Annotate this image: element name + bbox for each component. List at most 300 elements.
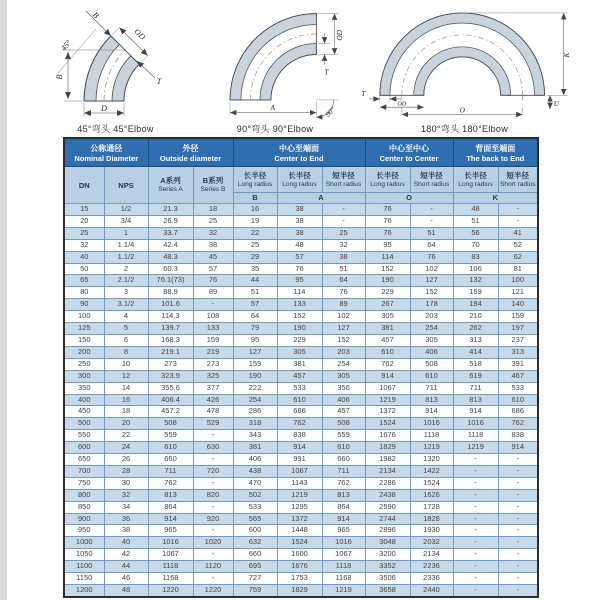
table-cell: 15	[64, 204, 104, 216]
table-cell: 610	[277, 394, 322, 406]
table-cell: 286	[233, 406, 277, 418]
table-row	[64, 287, 538, 299]
table-cell: 62	[498, 251, 538, 263]
table-cell: 44	[104, 561, 148, 573]
table-cell: 1143	[277, 477, 322, 489]
table-cell: 19	[233, 215, 277, 227]
column-header	[453, 167, 498, 193]
group-label-en: Nominal Diameter	[74, 153, 139, 163]
table-cell: 1016	[322, 537, 365, 549]
table-cell: 1220	[193, 585, 233, 597]
table-cell: 660	[322, 454, 365, 466]
table-cell: 838	[498, 430, 538, 442]
dim-label-t: T	[324, 68, 329, 77]
table-cell: 457	[277, 370, 322, 382]
table-cell: 632	[233, 537, 277, 549]
table-cell: 46	[104, 573, 148, 585]
table-cell: 48	[104, 585, 148, 597]
table-cell: 991	[277, 454, 322, 466]
table-cell: -	[453, 525, 498, 537]
table-cell: 81	[498, 263, 538, 275]
table-cell: 2438	[365, 489, 410, 501]
table-cell: 518	[453, 358, 498, 370]
table-cell: 1448	[277, 525, 322, 537]
table-cell: 610	[410, 370, 453, 382]
table-cell: 2236	[410, 561, 453, 573]
group-label-zh: 中心至中心	[389, 143, 430, 153]
column-label-zh: A系列	[160, 176, 181, 185]
table-cell: 914	[148, 513, 193, 525]
table-cell: 3352	[365, 561, 410, 573]
column-header	[193, 167, 233, 204]
table-cell: 64	[410, 239, 453, 251]
table-cell: -	[498, 585, 538, 597]
table-cell: 759	[233, 585, 277, 597]
table-body	[64, 204, 538, 597]
table-cell: 1120	[193, 561, 233, 573]
table-cell: 305	[322, 370, 365, 382]
table-cell: 565	[233, 513, 277, 525]
table-cell: -	[193, 501, 233, 513]
table-cell: 76	[277, 263, 322, 275]
table-cell: 550	[64, 430, 104, 442]
table-cell: -	[453, 573, 498, 585]
table-row	[64, 275, 538, 287]
table-cell: 1050	[64, 549, 104, 561]
dim-label-b-vertical: B	[55, 74, 64, 80]
table-cell: 1020	[193, 537, 233, 549]
table-cell: 305	[365, 311, 410, 323]
table-cell: -	[193, 549, 233, 561]
table-cell: 203	[410, 311, 453, 323]
table-cell: 820	[193, 489, 233, 501]
table-cell: 318	[233, 418, 277, 430]
table-cell: 76	[322, 287, 365, 299]
table-cell: 438	[233, 465, 277, 477]
table-cell: 178	[410, 299, 453, 311]
table-cell: 8	[104, 346, 148, 358]
table-cell: 695	[233, 561, 277, 573]
table-cell: 1016	[148, 537, 193, 549]
table-cell: 267	[365, 299, 410, 311]
table-cell: -	[453, 477, 498, 489]
column-header	[410, 167, 453, 193]
table-cell: 36	[104, 513, 148, 525]
column-header	[365, 167, 410, 193]
table-cell: 48	[277, 239, 322, 251]
table-cell: 219.1	[148, 346, 193, 358]
extension-line	[111, 28, 120, 37]
table-cell: 850	[64, 501, 104, 513]
table-cell: 1.1/2	[104, 251, 148, 263]
table-cell: 813	[148, 489, 193, 501]
table-cell: 51	[322, 263, 365, 275]
table-cell: 26	[104, 454, 148, 466]
table-cell: 1728	[410, 501, 453, 513]
table-cell: 64	[233, 311, 277, 323]
table-cell: -	[498, 477, 538, 489]
table-cell: 914	[365, 370, 410, 382]
table-cell: 57	[233, 299, 277, 311]
table-row	[64, 489, 538, 501]
column-label-zh: 长半径	[243, 170, 267, 180]
dim-label-od: OD	[132, 26, 148, 42]
table-row	[64, 585, 538, 597]
column-label-en: Series A	[158, 186, 183, 193]
table-cell: 28	[104, 465, 148, 477]
dim-label-o: O	[459, 105, 465, 115]
table-cell: 4	[104, 311, 148, 323]
diagram-caption-90: 90°弯头 90°Elbow	[236, 124, 314, 134]
table-cell: 76.1(73)	[148, 275, 193, 287]
table-cell: 1067	[148, 549, 193, 561]
table-cell: 16	[104, 394, 148, 406]
letter-cell: O	[365, 193, 453, 204]
table-cell: 159	[193, 334, 233, 346]
table-cell: 1168	[148, 573, 193, 585]
table-cell: 262	[453, 323, 498, 335]
table-row	[64, 239, 538, 251]
elbow-45-drawing	[38, 3, 193, 121]
table-cell: 22	[104, 430, 148, 442]
table-cell: 533	[498, 382, 538, 394]
leader-line-t	[137, 61, 155, 78]
table-cell: 152	[277, 311, 322, 323]
table-cell: 150	[64, 334, 104, 346]
table-cell: 1.1/4	[104, 239, 148, 251]
table-cell: 762	[148, 477, 193, 489]
table-cell: -	[453, 513, 498, 525]
table-cell: 1626	[410, 489, 453, 501]
table-cell: 1524	[365, 418, 410, 430]
table-cell: 864	[148, 501, 193, 513]
table-cell: 300	[64, 370, 104, 382]
column-header	[498, 167, 538, 193]
table-cell: 100	[64, 311, 104, 323]
table-cell: 1118	[148, 561, 193, 573]
table-cell: 533	[277, 382, 322, 394]
table-cell: 406	[322, 394, 365, 406]
table-cell: 406	[410, 346, 453, 358]
table-row	[64, 204, 538, 216]
table-cell: 377	[193, 382, 233, 394]
table-cell: 650	[64, 454, 104, 466]
table-cell: 502	[233, 489, 277, 501]
column-label-en: Long radius	[458, 180, 493, 188]
table-cell: 2336	[410, 573, 453, 585]
column-header	[277, 167, 322, 193]
table-cell: 381	[365, 323, 410, 335]
table-cell: 22	[233, 227, 277, 239]
table-cell: 76	[410, 251, 453, 263]
letter-cell: B	[233, 193, 277, 204]
table-cell: 38	[277, 227, 322, 239]
column-label-zh: 短半径	[420, 170, 443, 180]
table-cell: 965	[148, 525, 193, 537]
table-cell: 152	[410, 287, 453, 299]
table-cell: 159	[233, 358, 277, 370]
dim-label-od: OD	[397, 101, 407, 108]
table-row	[64, 477, 538, 489]
table-cell: 1676	[365, 430, 410, 442]
table-cell: 610	[148, 442, 193, 454]
table-cell: 457	[365, 334, 410, 346]
table-cell: 727	[233, 573, 277, 585]
dim-label-k: K	[562, 52, 572, 58]
table-cell: 1982	[365, 454, 410, 466]
table-cell: 3/4	[104, 215, 148, 227]
table-cell: 108	[193, 311, 233, 323]
table-cell: 1200	[64, 585, 104, 597]
table-cell: 1753	[277, 573, 322, 585]
table-cell: 152	[365, 263, 410, 275]
table-cell: 711	[322, 465, 365, 477]
table-cell: 32	[322, 239, 365, 251]
table-cell: 133	[193, 323, 233, 335]
table-cell: 76	[365, 227, 410, 239]
table-cell: 1372	[365, 406, 410, 418]
table-cell: 50	[64, 263, 104, 275]
table-cell: 711	[148, 465, 193, 477]
table-cell: 2440	[410, 585, 453, 597]
table-cell: 133	[277, 299, 322, 311]
pipe-inner-wall	[414, 47, 511, 95]
table-cell: 237	[498, 334, 538, 346]
table-cell: 200	[64, 346, 104, 358]
group-label-zh: 背面至端面	[475, 143, 516, 153]
table-cell: 1067	[322, 549, 365, 561]
table-cell: 914	[498, 442, 538, 454]
table-cell: 42.4	[148, 239, 193, 251]
table-row	[64, 227, 538, 239]
table-cell: 64	[322, 275, 365, 287]
table-cell: 686	[498, 406, 538, 418]
table-cell: 762	[498, 418, 538, 430]
table-cell: 762	[365, 358, 410, 370]
column-label-en: Long radius	[237, 180, 273, 188]
table-row	[64, 525, 538, 537]
elbow-90-drawing	[200, 7, 350, 121]
table-cell: 32	[104, 489, 148, 501]
table-cell: 965	[322, 525, 365, 537]
table-row	[64, 513, 538, 525]
table-row	[64, 442, 538, 454]
table-cell: 42	[104, 549, 148, 561]
table-cell: 121	[498, 287, 538, 299]
table-cell: 30	[104, 477, 148, 489]
column-group-header	[453, 138, 538, 167]
table-cell: 12	[104, 370, 148, 382]
table-cell: 48	[453, 204, 498, 216]
table-row	[64, 406, 538, 418]
table-cell: 88.9	[148, 287, 193, 299]
column-label-en: Short radius	[500, 180, 536, 188]
table-cell: 1930	[410, 525, 453, 537]
table-row	[64, 311, 538, 323]
table-cell: 533	[233, 501, 277, 513]
table-cell: -	[498, 454, 538, 466]
table-cell: 559	[148, 430, 193, 442]
table-cell: 95	[365, 239, 410, 251]
table-cell: 813	[410, 394, 453, 406]
table-cell: 343	[233, 430, 277, 442]
diagram-180-elbow	[357, 11, 572, 135]
table-cell: 391	[498, 358, 538, 370]
table-cell: 48.3	[148, 251, 193, 263]
table-cell: 34	[104, 501, 148, 513]
letter-cell: K	[453, 193, 538, 204]
table-cell: 38	[322, 251, 365, 263]
table-cell: 16	[233, 204, 277, 216]
table-cell: 610	[322, 442, 365, 454]
table-cell: 57	[193, 263, 233, 275]
table-cell: 3.1/2	[104, 299, 148, 311]
table-cell: 3506	[365, 573, 410, 585]
table-cell: 356	[322, 382, 365, 394]
table-cell: -	[498, 537, 538, 549]
dim-label-t: T	[156, 77, 162, 86]
table-cell: 720	[193, 465, 233, 477]
table-cell: 114.3	[148, 311, 193, 323]
table-row	[64, 501, 538, 513]
table-cell: 750	[64, 477, 104, 489]
table-cell: 24	[104, 442, 148, 454]
table-cell: 21.3	[148, 204, 193, 216]
elbow-diagrams	[38, 2, 572, 135]
table-cell: 1067	[365, 382, 410, 394]
table-cell: 89	[193, 287, 233, 299]
table-cell: 190	[365, 275, 410, 287]
table-cell: 700	[64, 465, 104, 477]
table-cell: 323.9	[148, 370, 193, 382]
elbow-dimension-table	[63, 137, 539, 598]
column-label-en: Short radius	[413, 180, 450, 188]
table-cell: 1219	[453, 442, 498, 454]
table-cell: 25	[64, 227, 104, 239]
table-cell: 2.1/2	[104, 275, 148, 287]
table-cell: 80	[64, 287, 104, 299]
column-header-row	[64, 167, 538, 193]
table-cell: -	[193, 454, 233, 466]
table-cell: 1219	[365, 394, 410, 406]
table-cell: 56	[453, 227, 498, 239]
table-row	[64, 573, 538, 585]
table-cell: 70	[453, 239, 498, 251]
table-cell: 57	[277, 251, 322, 263]
table-cell: 35	[233, 263, 277, 275]
table-cell: 6	[104, 334, 148, 346]
table-row	[64, 418, 538, 430]
table-cell: 600	[233, 525, 277, 537]
table-cell: 559	[322, 430, 365, 442]
table-cell: 38	[277, 215, 322, 227]
table-cell: 762	[277, 418, 322, 430]
column-label-zh: 长半径	[376, 170, 399, 180]
table-row	[64, 358, 538, 370]
table-row	[64, 215, 538, 227]
table-cell: 2032	[410, 537, 453, 549]
column-group-header	[233, 138, 365, 167]
table-cell: 127	[233, 346, 277, 358]
table-cell: 1	[104, 227, 148, 239]
table-cell: 426	[193, 394, 233, 406]
table-cell: 5	[104, 323, 148, 335]
table-cell: 1016	[453, 418, 498, 430]
group-label-en: Outside diameter	[159, 153, 222, 163]
table-cell: -	[453, 465, 498, 477]
table-cell: 450	[64, 406, 104, 418]
table-cell: 1320	[410, 454, 453, 466]
table-cell: 914	[453, 406, 498, 418]
table-cell: 40	[64, 251, 104, 263]
table-cell: 1295	[277, 501, 322, 513]
table-cell: 38	[277, 204, 322, 216]
table-cell: 400	[64, 394, 104, 406]
table-cell: 1829	[365, 442, 410, 454]
table-cell: 2134	[365, 465, 410, 477]
table-cell: -	[193, 430, 233, 442]
table-cell: 3200	[365, 549, 410, 561]
table-cell: 1220	[148, 585, 193, 597]
table-cell: 101.6	[148, 299, 193, 311]
table-row	[64, 299, 538, 311]
table-cell: 508	[410, 358, 453, 370]
table-cell: 1118	[410, 430, 453, 442]
table-cell: 32	[64, 239, 104, 251]
table-cell: 1828	[410, 513, 453, 525]
table-cell: 1067	[277, 465, 322, 477]
table-cell: 467	[498, 370, 538, 382]
table-cell: 18	[193, 204, 233, 216]
table-cell: 619	[453, 370, 498, 382]
table-cell: 18	[104, 406, 148, 418]
table-cell: 600	[64, 442, 104, 454]
table-cell: 2134	[410, 549, 453, 561]
column-label-zh: B系列	[202, 176, 224, 185]
table-row	[64, 323, 538, 335]
column-header	[322, 167, 365, 193]
table-cell: 813	[453, 394, 498, 406]
table-cell: 610	[365, 346, 410, 358]
column-label-en: Long radius	[370, 180, 405, 188]
group-label-en: Center to Center	[379, 153, 439, 163]
column-label-en: Series B	[200, 186, 226, 193]
table-cell: 127	[410, 275, 453, 287]
pipe-outer-wall	[230, 14, 316, 100]
table-cell: 660	[233, 549, 277, 561]
column-header: NPS	[104, 167, 148, 204]
table-cell: 76	[193, 275, 233, 287]
extension-line	[139, 56, 148, 64]
table-cell: 500	[64, 418, 104, 430]
table-cell: 864	[322, 501, 365, 513]
table-cell: 838	[277, 430, 322, 442]
table-cell: 14	[104, 382, 148, 394]
table-cell: 100	[498, 275, 538, 287]
table-cell: 79	[233, 323, 277, 335]
table-cell: 1829	[277, 585, 322, 597]
table-cell: 1150	[64, 573, 104, 585]
table-cell: 222	[233, 382, 277, 394]
table-cell: -	[453, 454, 498, 466]
column-label-zh: 短半径	[506, 170, 530, 180]
table-cell: 3048	[365, 537, 410, 549]
table-cell: 2	[104, 263, 148, 275]
table-cell: 65	[64, 275, 104, 287]
table-cell: 52	[498, 239, 538, 251]
table-cell: -	[498, 525, 538, 537]
dim-label-t: T	[361, 89, 366, 99]
